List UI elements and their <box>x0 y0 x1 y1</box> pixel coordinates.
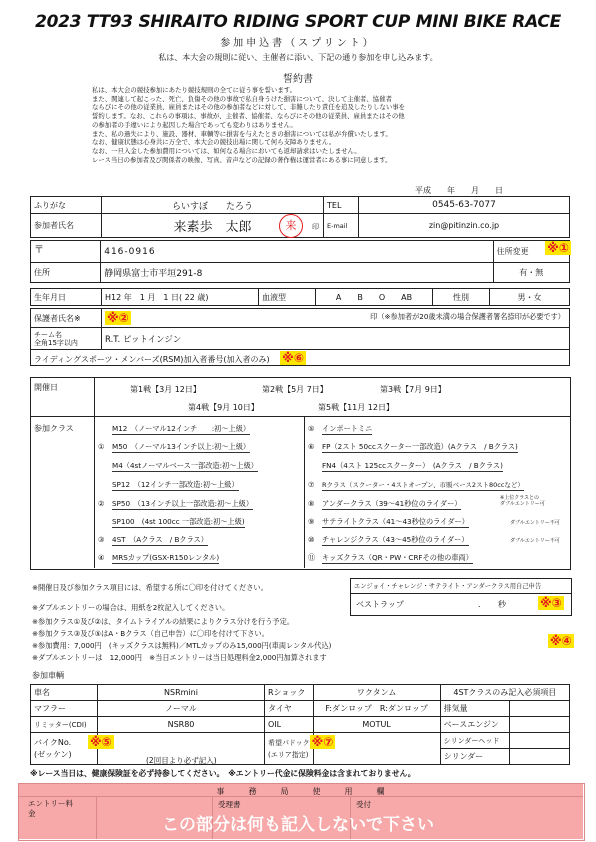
cylinder-field[interactable] <box>509 749 569 765</box>
bike-no-note: (2回目より必ず記入) <box>146 756 217 765</box>
class-satellite[interactable]: サテライトクラス（41～43秒位のライダー） <box>322 517 469 526</box>
group-num-4: ④ <box>98 553 105 562</box>
office-overlay-text: この部分は何も記入しないで下さい <box>162 815 434 835</box>
name-field[interactable]: 来素歩 太郎 <box>173 220 252 235</box>
note-1: ※開催日及び参加クラス項目には、希望する所に〇印を付けてください。 <box>32 583 268 592</box>
pledge-line: 私は、本大会の競技参加にあたり競技規則の全てに従う事を誓います。 <box>92 86 296 94</box>
class-fp[interactable]: FP（2スト 50ccスクーター一部改造）(Aクラス / Bクラス) <box>322 442 518 451</box>
marker-5: ※⑤ <box>90 735 112 749</box>
base-engine-field[interactable] <box>509 717 569 733</box>
furigana-label: ふりがな <box>31 197 102 214</box>
pledge-line: 誓約します。なお、これらの事項は、事故が、主催者、協催者、ならびにその他の従業員、雇員またはその他 <box>92 112 405 121</box>
double-entry-note-1: ※上位クラスとの ダブルエントリー可 <box>500 495 545 507</box>
group-num-11: ⑪ <box>308 553 316 562</box>
applicant-table <box>30 196 570 238</box>
address-table <box>30 240 570 283</box>
receipt-label: 受理書 <box>218 800 241 809</box>
tel-field[interactable]: 0545-63-7077 <box>359 197 570 214</box>
group-num-5: ⑤ <box>308 424 315 433</box>
round-3[interactable]: 第3戦【7月 9日】 <box>380 385 446 394</box>
pledge-line: また、私の過失により、施設、器材、車輌等に損害を与えたときの損害については私が弁償いたします。 <box>92 129 392 138</box>
cylinder-head-label: シリンダーヘッド <box>440 733 509 749</box>
car-name-label: 車名 <box>31 685 98 701</box>
sex-options[interactable]: 男・女 <box>490 289 570 306</box>
class-sp50[interactable]: SP50 （13インチ以上一部改造:初～上級） <box>112 499 254 508</box>
group-num-2: ② <box>98 499 105 508</box>
form-title: 2023 TT93 SHIRAITO RIDING SPORT CUP MINI BIKE RACE <box>35 12 561 32</box>
marker-4: ※④ <box>550 634 572 648</box>
cylinder-head-field[interactable] <box>509 733 569 749</box>
oil-field[interactable]: MOTUL <box>313 717 440 733</box>
pledge-title: 誓約書 <box>283 74 313 85</box>
class-challenge[interactable]: チャレンジクラス（43～45秒位のライダー） <box>322 535 469 544</box>
pledge-line: レース当日の参加者及び関係者の映像、写真、音声などの記録の著作権は運営者にある事に同意します。 <box>92 155 392 164</box>
marker-6: ※⑥ <box>282 350 304 365</box>
rshock-label: Rショック <box>265 685 314 701</box>
round-5[interactable]: 第5戦【11月 12日】 <box>318 403 394 412</box>
marker-2: ※② <box>107 311 129 325</box>
class-mrs-cup[interactable]: MRSカップ(GSX-R150レンタル) <box>112 553 220 562</box>
class-fn4[interactable]: FN4（4スト 125ccスクーター） (Aクラス / Bクラス) <box>322 461 503 470</box>
bike-no-sub: (ゼッケン) <box>34 749 72 759</box>
oil-label: OIL <box>265 717 314 733</box>
marker-1: ※① <box>547 241 569 255</box>
displacement-label: 排気量 <box>440 701 509 717</box>
team-label-sub: 全角15字以内 <box>34 338 78 347</box>
group-num-8: ⑧ <box>308 499 315 508</box>
note-4: ※参加クラス③及び⑤はA・Bクラス（自己申告）に〇印を付けて下さい。 <box>32 629 269 638</box>
limiter-label: リミッター(CDI) <box>31 717 98 733</box>
team-label: チーム名 <box>34 330 62 339</box>
group-num-1: ① <box>98 442 105 451</box>
group-num-9: ⑨ <box>308 517 315 526</box>
email-label: E-mail <box>324 214 359 238</box>
address-label: 住所 <box>31 263 101 283</box>
best-lap-label: ベストラップ <box>356 600 404 609</box>
displacement-field[interactable] <box>509 701 569 717</box>
vehicle-section-label: 参加車輌 <box>32 671 64 680</box>
marker-7: ※⑦ <box>311 735 334 749</box>
double-entry-note-3: ダブルエントリー不可 <box>510 538 560 544</box>
note-5: ※参加費用：7,000円 (キッズクラスは無料)／MTLカップのみ15,000円(車両レンタル代込) <box>32 641 332 650</box>
team-field[interactable]: R.T. ピットインジン <box>102 328 570 350</box>
group-num-6: ⑥ <box>308 442 315 451</box>
group-num-10: ⑩ <box>308 535 315 544</box>
address-change-options[interactable]: 有・無 <box>493 263 569 283</box>
pledge-text <box>92 86 562 164</box>
date-line: 平成 年 月 日 <box>415 186 503 195</box>
class-m4[interactable]: M4（4stノーマルベース一部改造:初～上級） <box>112 461 258 470</box>
bike-no-label: バイクNo. <box>34 737 72 747</box>
paddock-label: 希望パドック <box>268 738 310 747</box>
email-field[interactable]: zin@pitinzin.co.jp <box>359 214 570 238</box>
paddock-sub: (エリア指定) <box>268 750 309 759</box>
class-m50[interactable]: M50 （ノーマル13インチ以上:初～上級） <box>112 442 251 451</box>
tel-label: TEL <box>324 197 359 214</box>
class-import-mini[interactable]: インポートミニ <box>322 424 373 433</box>
seal-mark: 印 <box>312 223 319 231</box>
self-report-title: エンジョイ・チャレンジ・サテライト・アンダークラス用自己申告 <box>354 583 542 590</box>
double-entry-note-2: ダブルエントリー不可 <box>510 520 560 526</box>
tire-field[interactable]: F:ダンロップ R:ダンロップ <box>313 701 440 717</box>
rsm-label: ライディングスポーツ・メンバーズ(RSM)加入者番号(加入者のみ) <box>34 354 270 364</box>
base-engine-label: ベースエンジン <box>440 717 509 733</box>
seal-stamp: 来 <box>279 214 303 238</box>
best-lap-field[interactable]: ． 秒 <box>478 600 506 609</box>
blood-label: 血液型 <box>259 289 316 306</box>
round-1[interactable]: 第1戦【3月 12日】 <box>130 385 201 394</box>
sex-label: 性別 <box>433 289 490 306</box>
round-2[interactable]: 第2戦【5月 7日】 <box>262 385 328 394</box>
address-change-label: 住所変更 <box>496 247 529 256</box>
intro-text: 私は、本大会の規則に従い、主催者に添い、下記の通り参加を申し込みます。 <box>158 53 438 62</box>
note-3: ※参加クラス①及び②は、タイムトライアルの結果によりクラス分けを行う予定。 <box>32 617 294 626</box>
birth-table <box>30 288 570 306</box>
pledge-line: なお、健康状態は心身共に万全で、本大会の競技出場に関して何ら支障ありません。 <box>92 138 336 147</box>
birth-label: 生年月日 <box>31 289 102 306</box>
marker-3: ※③ <box>540 596 562 610</box>
note-6: ※ダブルエントリーは 12,000円 ※当日エントリーは当日処理料金2,000円加算されます <box>32 653 327 662</box>
postal-field[interactable]: 416-0916 <box>101 241 493 263</box>
office-header: 事 務 局 使 用 欄 <box>216 787 385 796</box>
entry-fee-label: エントリー料金 <box>28 799 73 818</box>
note-2: ※ダブルエントリーの場合は、用紙を2枚記入してください。 <box>32 603 230 612</box>
vehicle-table <box>30 684 570 765</box>
round-4[interactable]: 第4戦【9月 10日】 <box>188 403 259 412</box>
date-label: 開催日 <box>34 383 58 392</box>
pledge-line: ならびにその他の従業員、雇員またはその他の参加者などに対して、非難したり責任を追及したりしない事を <box>92 103 406 112</box>
postal-mark: 〒 <box>31 241 101 263</box>
class-r[interactable]: Rクラス（スクーター・4ストオープン、市販ベース2スト80ccなど） <box>322 481 524 489</box>
furigana-field[interactable]: らいすぼ たろう <box>102 197 324 214</box>
class-under[interactable]: アンダークラス（39～41秒位のライダー） <box>322 499 462 508</box>
tire-label: タイヤ <box>265 701 314 717</box>
footer-warning: ※レース当日は、健康保険証を必ず持参してください。 ※エントリー代金に保険料金は含まれておりません。 <box>30 769 416 778</box>
guardian-label: 保護者氏名※ <box>31 309 102 328</box>
pledge-line: の参加者の手違いにより起因した場合であっても変わりはありません。 <box>92 120 297 129</box>
rshock-field[interactable]: ワクタンム <box>313 685 440 701</box>
class-4st[interactable]: 4ST （Aクラス / Bクラス） <box>112 535 208 544</box>
class-m12[interactable]: M12 （ノーマル12インチ :初～上級） <box>112 424 251 433</box>
address-field[interactable]: 静岡県富士市平垣291-8 <box>101 263 493 283</box>
fourst-title: 4STクラスのみ記入必須項目 <box>440 685 569 701</box>
muffler-label: マフラー <box>31 701 98 717</box>
muffler-field[interactable]: ノーマル <box>98 701 265 717</box>
cylinder-label: シリンダー <box>440 749 509 765</box>
car-name-field[interactable]: NSRmini <box>98 685 265 701</box>
guardian-note: 印（※参加者が20歳未満の場合保護者署名捺印が必要です） <box>370 312 565 321</box>
class-label: 参加クラス <box>34 424 74 433</box>
group-num-3: ③ <box>98 535 105 544</box>
form-subtitle: 参加申込書（スプリント） <box>220 38 376 49</box>
limiter-field[interactable]: NSR80 <box>98 717 265 733</box>
pledge-line: なお、一旦入金した参加費用については、如何なる場合においても返却請求はいたしません。 <box>92 146 361 155</box>
class-sp100[interactable]: SP100 (4st 100cc 一部改造:初～上級) <box>112 517 245 526</box>
birth-field[interactable]: H12 年 1 月 1 日( 22 歳) <box>102 289 259 306</box>
guardian-table <box>30 308 570 366</box>
blood-options[interactable]: A B O AB <box>316 289 433 306</box>
pledge-line: また、関連して起こった、死亡、負傷その他の事故で私自身うけた損害について、決して主催者、協催者 <box>92 94 392 103</box>
name-label: 参加者氏名 <box>31 214 102 238</box>
group-num-7: ⑦ <box>308 480 315 489</box>
class-sp12[interactable]: SP12 （12インチ一部改造:初～上級） <box>112 480 239 489</box>
class-kids[interactable]: キッズクラス（QR・PW・CRFその他の車両） <box>322 553 473 562</box>
received-label: 受付 <box>356 800 371 809</box>
